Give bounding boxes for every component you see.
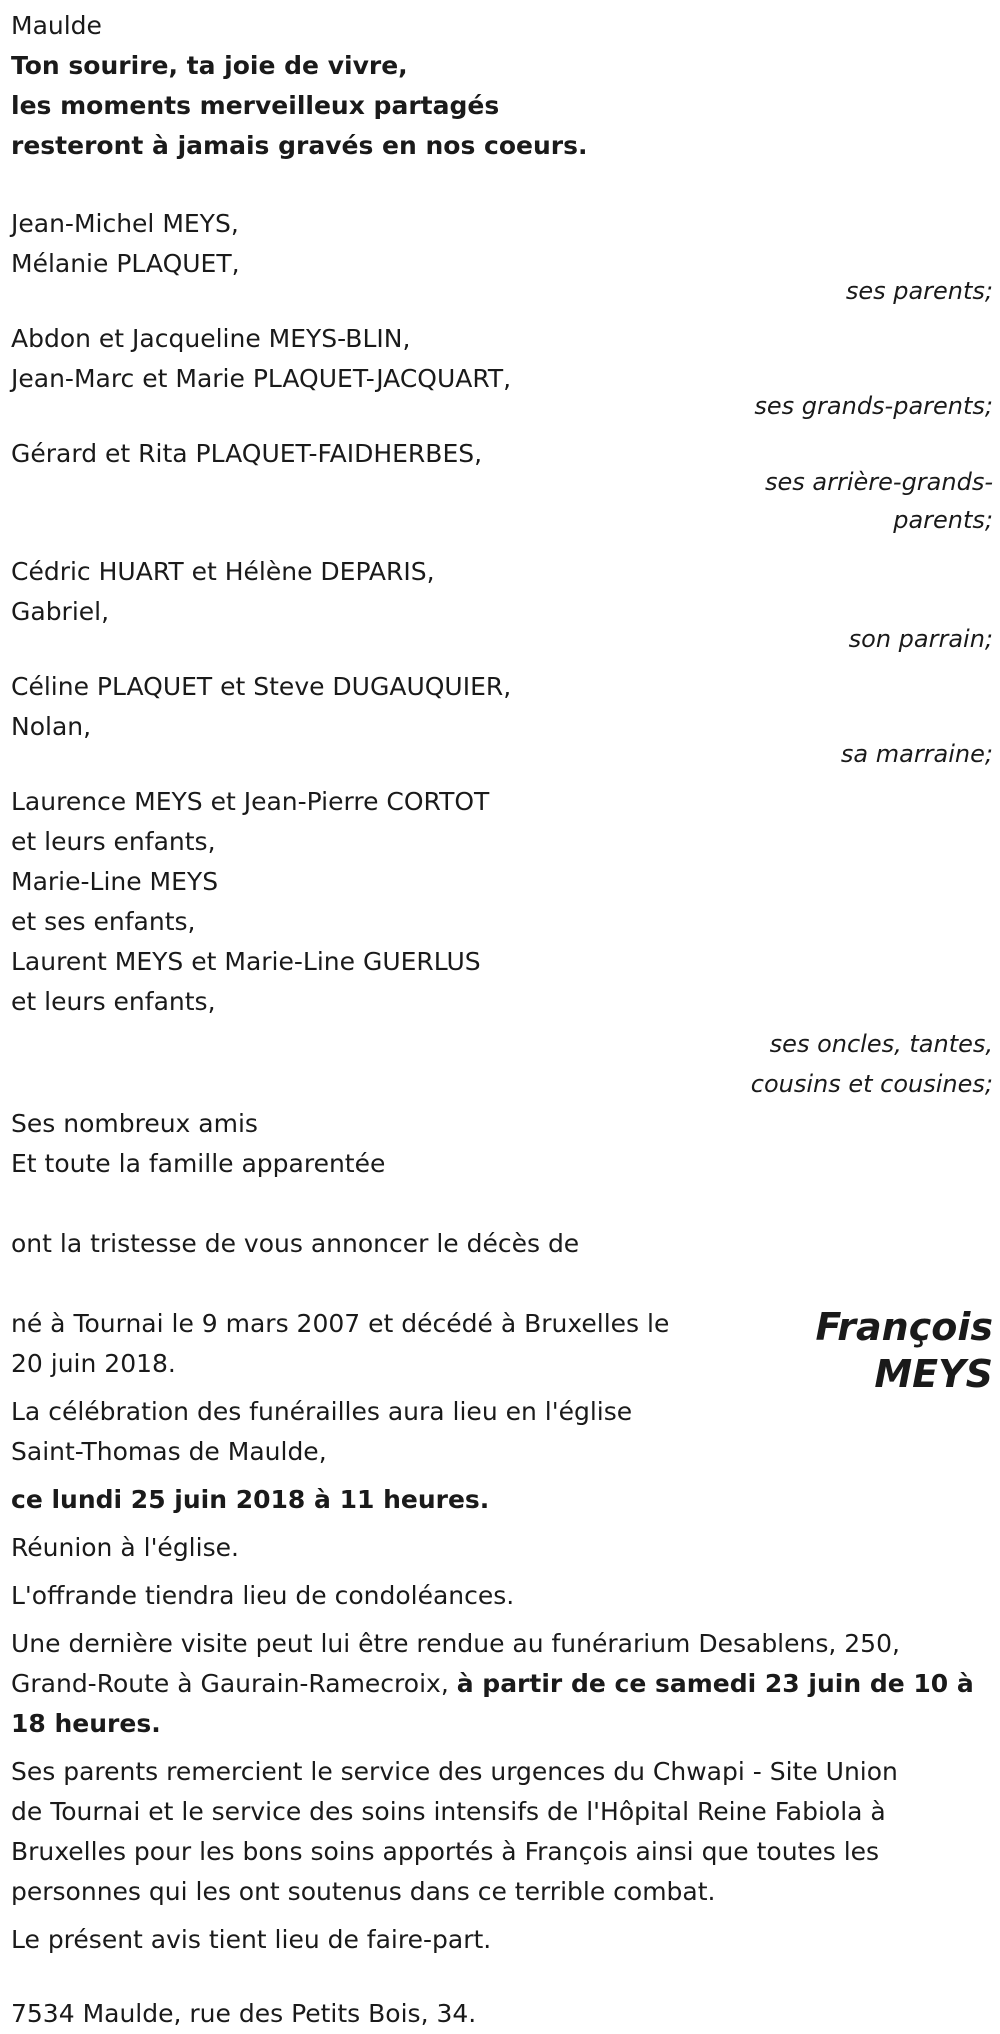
others-line: Et toute la famille apparentée — [11, 1149, 386, 1178]
deceased-name — [816, 1304, 994, 1398]
address: 7534 Maulde, rue des Petits Bois, 34. — [11, 1999, 477, 2028]
visit-time: à partir de ce samedi 23 juin de 10 à — [456, 1669, 974, 1698]
family-role: ses arrière-grands- — [765, 468, 993, 496]
thanks-line: Ses parents remercient le service des urgences du Chwapi - Site Union — [11, 1757, 898, 1786]
poem-line: Ton sourire, ta joie de vivre, — [11, 51, 408, 80]
family-name: Laurence MEYS et Jean-Pierre CORTOT — [11, 787, 490, 816]
thanks-line: de Tournai et le service des soins intensifs de l'Hôpital Reine Fabiola à — [11, 1797, 886, 1826]
funeral-line: La célébration des funérailles aura lieu en l'église — [11, 1397, 633, 1426]
family-role: ses grands-parents; — [754, 392, 993, 420]
poem-line: les moments merveilleux partagés — [11, 91, 500, 120]
funeral-line: Saint-Thomas de Maulde, — [11, 1437, 327, 1466]
family-name: Laurent MEYS et Marie-Line GUERLUS — [11, 947, 481, 976]
birth-death-info — [11, 1304, 731, 1384]
others-line: Ses nombreux amis — [11, 1109, 258, 1138]
announcement: ont la tristesse de vous annoncer le décès de — [11, 1229, 580, 1258]
family-name: Jean-Marc et Marie PLAQUET-JACQUART, — [11, 364, 512, 393]
family-role: ses parents; — [845, 277, 993, 305]
poem — [11, 46, 993, 166]
meeting-place: Réunion à l'église. — [11, 1533, 239, 1562]
obituary-notice — [11, 6, 993, 2034]
thanks-line: personnes qui les ont soutenus dans ce terrible combat. — [11, 1877, 716, 1906]
notice-line: Le présent avis tient lieu de faire-part. — [11, 1925, 492, 1954]
family-name: Abdon et Jacqueline MEYS-BLIN, — [11, 324, 411, 353]
birth-death-line: 20 juin 2018. — [11, 1349, 176, 1378]
family-name: Gérard et Rita PLAQUET-FAIDHERBES, — [11, 439, 483, 468]
birth-death-line: né à Tournai le 9 mars 2007 et décédé à Bruxelles le — [11, 1309, 670, 1338]
visit-line — [11, 1664, 993, 1704]
family-group-grandparents — [11, 319, 993, 426]
thanks-paragraph — [11, 1752, 993, 1912]
thanks-line: Bruxelles pour les bons soins apportés à François ainsi que toutes les — [11, 1837, 880, 1866]
family-group-uncles-aunts — [11, 782, 993, 1104]
place-name: Maulde — [11, 11, 102, 40]
deceased-block — [11, 1304, 993, 1422]
visit-info — [11, 1624, 993, 1744]
family-role: parents; — [893, 506, 993, 534]
family-role: ses oncles, tantes, — [769, 1030, 993, 1058]
family-name: et leurs enfants, — [11, 827, 216, 856]
deceased-last-name: MEYS — [874, 1352, 993, 1396]
family-group-godfather — [11, 552, 993, 659]
family-group-parents — [11, 204, 993, 311]
funeral-date: ce lundi 25 juin 2018 à 11 heures. — [11, 1485, 490, 1514]
others — [11, 1104, 993, 1184]
deceased-first-name: François — [815, 1305, 993, 1349]
family-group-great-grandparents — [11, 434, 993, 552]
poem-line: resteront à jamais gravés en nos coeurs. — [11, 131, 588, 160]
family-name: Cédric HUART et Hélène DEPARIS, — [11, 557, 435, 586]
family-role: sa marraine; — [840, 740, 993, 768]
offering-note: L'offrande tiendra lieu de condoléances. — [11, 1581, 515, 1610]
family-name: et ses enfants, — [11, 907, 196, 936]
visit-line: Une dernière visite peut lui être rendue au funérarium Desablens, 250, — [11, 1629, 900, 1658]
family-group-godmother — [11, 667, 993, 774]
family-name: Nolan, — [11, 712, 92, 741]
funeral-info — [11, 1392, 993, 1616]
family-name: Mélanie PLAQUET, — [11, 249, 240, 278]
visit-time-end: 18 heures. — [11, 1709, 161, 1738]
family-name: Gabriel, — [11, 597, 110, 626]
visit-text: Grand-Route à Gaurain-Ramecroix, — [11, 1669, 457, 1698]
family-name: Céline PLAQUET et Steve DUGAUQUIER, — [11, 672, 512, 701]
family-name: Jean-Michel MEYS, — [11, 209, 239, 238]
family-role: son parrain; — [848, 625, 993, 653]
family-name: Marie-Line MEYS — [11, 867, 219, 896]
family-role: cousins et cousines; — [750, 1070, 993, 1098]
family-name: et leurs enfants, — [11, 987, 216, 1016]
